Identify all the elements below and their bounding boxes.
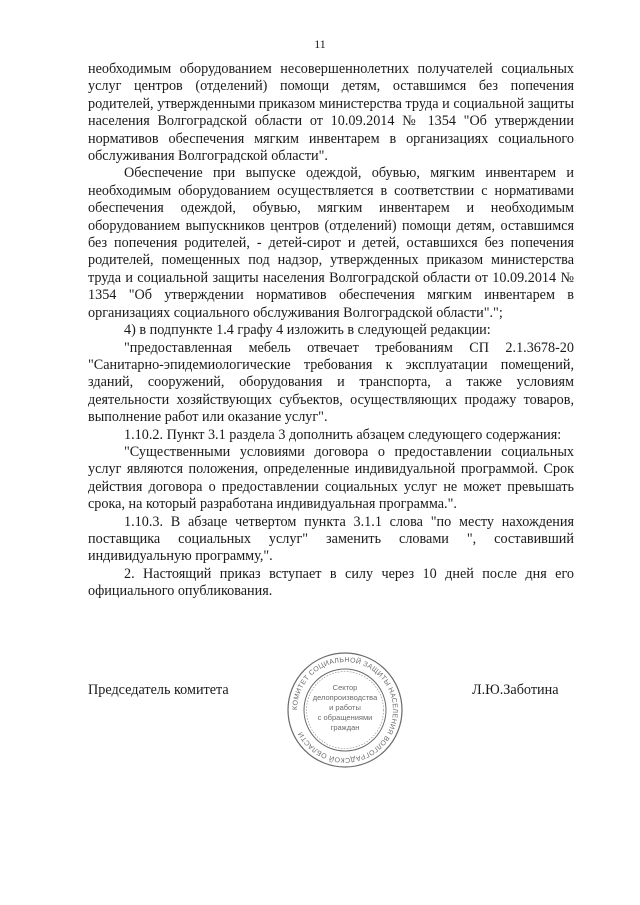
document-body: [88, 61, 574, 601]
official-stamp: [285, 650, 405, 770]
page-number: 11: [314, 37, 326, 51]
paragraph-subitem-4: 4) в подпункте 1.4 графу 4 изложить в следующей редакции:: [124, 322, 491, 339]
paragraph-equipment-provision: Обеспечение при выпуске одеждой, обувью, мягким инвентарем и необходимым оборудованием осуществляется в соответствии с нормативами обеспечения одеждой, обувью, мягким инвентарем и необходимым оборудованием выпускников центров (отделений) помощи детям, оставшимся без попечения родителей, - детей-сирот и детей, оставшихся без попечения родителей, помещенных под надзор, утвержденных приказом министерства труда и социальной защиты населения Волгоградской области от 10.09.2014 № 1354 "Об утверждении нормативов обеспечения мягким инвентарем в организациях социального обслуживания Волгоградской области".";: [88, 165, 574, 321]
paragraph-1-10-2: 1.10.2. Пункт 3.1 раздела 3 дополнить абзацем следующего содержания:: [124, 426, 562, 443]
paragraph-1-10-3: 1.10.3. В абзаце четвертом пункта 3.1.1 слова "по месту нахождения поставщика социальных услуг" заменить словами ", составивший индивидуальную программу,".: [88, 513, 574, 565]
stamp-outer-text: КОМИТЕТ СОЦИАЛЬНОЙ ЗАЩИТЫ НАСЕЛЕНИЯ ВОЛГОГРАДСКОЙ ОБЛАСТИ: [291, 656, 399, 764]
paragraph-furniture-quote: "предоставленная мебель отвечает требованиям СП 2.1.3678-20 "Санитарно-эпидемиологические требования к эксплуатации помещений, зданий, сооружений, оборудования и транспорта, а также условиям деятельности хозяйствующих субъектов, осуществляющих продажу товаров, выполнение работ или оказание услуг".: [88, 339, 574, 426]
stamp-line: делопроизводства: [312, 693, 378, 702]
stamp-line: граждан: [330, 723, 360, 732]
paragraph-contract-quote: "Существенными условиями договора о предоставлении социальных услуг являются положения, определенные индивидуальной программой. Срок действия договора о предоставлении социальных услуг не может превышать срока, на который разработана индивидуальная программа.".: [88, 443, 574, 513]
stamp-line: и работы: [329, 703, 361, 712]
stamp-line: Сектор: [332, 683, 358, 692]
signature-position: Председатель комитета: [88, 682, 229, 698]
paragraph-entry-into-force: 2. Настоящий приказ вступает в силу через 10 дней после дня его официального опубликования.: [88, 565, 574, 600]
stamp-line: с обращениями: [317, 713, 373, 722]
signature-name: Л.Ю.Заботина: [472, 682, 559, 698]
paragraph-continuation: необходимым оборудованием несовершеннолетних получателей социальных услуг центров (отделений) помощи детям, оставшимся без попечения родителей, утвержденными приказом министерства труда и социальной защиты населения Волгоградской области от 10.09.2014 № 1354 "Об утверждении нормативов обеспечения мягким инвентарем в организациях социального обслуживания Волгоградской области".: [88, 61, 574, 165]
